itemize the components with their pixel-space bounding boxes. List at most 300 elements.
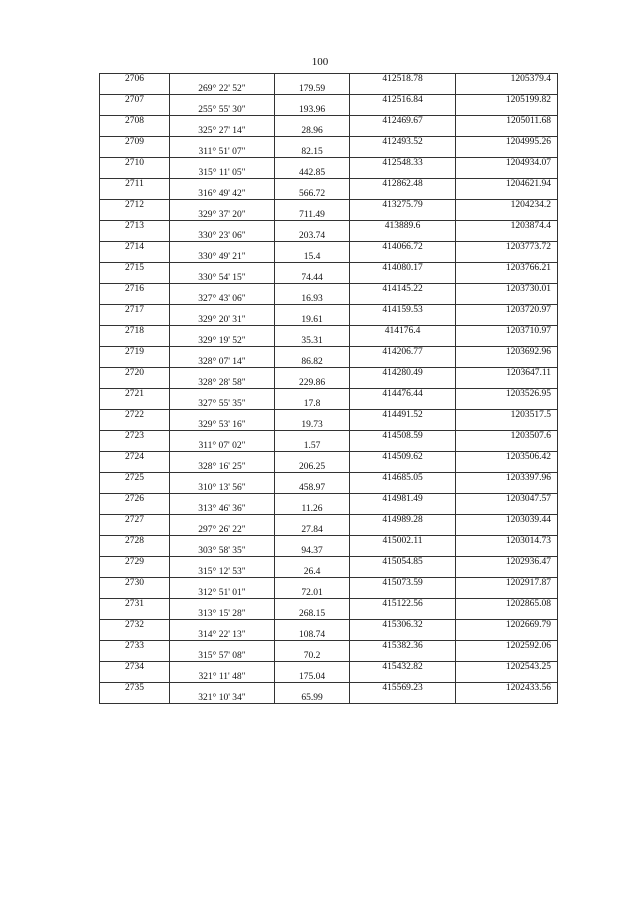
easting-cell: 1203014.73 bbox=[456, 536, 558, 547]
station-cell: 2708 bbox=[100, 116, 170, 127]
station-cell: 2726 bbox=[100, 494, 170, 505]
station-row bbox=[100, 137, 558, 148]
empty-cell bbox=[350, 357, 456, 368]
empty-cell bbox=[170, 683, 275, 694]
station-cell: 2735 bbox=[100, 683, 170, 694]
empty-cell bbox=[350, 336, 456, 347]
distance-cell: 19.61 bbox=[275, 315, 350, 326]
distance-cell: 70.2 bbox=[275, 651, 350, 662]
empty-cell bbox=[456, 105, 558, 116]
empty-cell bbox=[100, 483, 170, 494]
northing-cell: 415569.23 bbox=[350, 683, 456, 694]
empty-cell bbox=[275, 641, 350, 652]
empty-cell bbox=[275, 599, 350, 610]
empty-cell bbox=[170, 452, 275, 463]
empty-cell bbox=[456, 210, 558, 221]
distance-cell: 711.49 bbox=[275, 210, 350, 221]
empty-cell bbox=[100, 105, 170, 116]
station-row bbox=[100, 452, 558, 463]
station-row bbox=[100, 494, 558, 505]
empty-cell bbox=[456, 651, 558, 662]
station-cell: 2727 bbox=[100, 515, 170, 526]
course-row bbox=[100, 483, 558, 494]
distance-cell: 26.4 bbox=[275, 567, 350, 578]
empty-cell bbox=[170, 200, 275, 211]
northing-cell: 415073.59 bbox=[350, 578, 456, 589]
empty-cell bbox=[170, 494, 275, 505]
bearing-cell: 330° 49' 21" bbox=[170, 252, 275, 263]
empty-cell bbox=[170, 389, 275, 400]
bearing-cell: 314° 22' 13" bbox=[170, 630, 275, 641]
bearing-cell: 329° 19' 52" bbox=[170, 336, 275, 347]
empty-cell bbox=[170, 137, 275, 148]
bearing-cell: 312° 51' 01" bbox=[170, 588, 275, 599]
empty-cell bbox=[275, 95, 350, 106]
station-row bbox=[100, 431, 558, 442]
bearing-cell: 311° 07' 02" bbox=[170, 441, 275, 452]
easting-cell: 1204934.07 bbox=[456, 158, 558, 169]
empty-cell bbox=[100, 588, 170, 599]
course-row bbox=[100, 105, 558, 116]
course-row bbox=[100, 189, 558, 200]
empty-cell bbox=[275, 389, 350, 400]
empty-cell bbox=[350, 609, 456, 620]
course-row bbox=[100, 357, 558, 368]
course-row bbox=[100, 546, 558, 557]
empty-cell bbox=[275, 578, 350, 589]
station-row bbox=[100, 179, 558, 190]
station-cell: 2713 bbox=[100, 221, 170, 232]
northing-cell: 414080.17 bbox=[350, 263, 456, 274]
course-row bbox=[100, 126, 558, 137]
empty-cell bbox=[170, 263, 275, 274]
empty-cell bbox=[456, 462, 558, 473]
northing-cell: 414981.49 bbox=[350, 494, 456, 505]
station-cell: 2707 bbox=[100, 95, 170, 106]
empty-cell bbox=[350, 168, 456, 179]
course-row bbox=[100, 693, 558, 704]
station-cell: 2716 bbox=[100, 284, 170, 295]
bearing-cell: 269° 22' 52" bbox=[170, 84, 275, 95]
empty-cell bbox=[170, 158, 275, 169]
course-row bbox=[100, 168, 558, 179]
bearing-cell: 329° 37' 20" bbox=[170, 210, 275, 221]
empty-cell bbox=[170, 221, 275, 232]
course-row bbox=[100, 315, 558, 326]
distance-cell: 65.99 bbox=[275, 693, 350, 704]
empty-cell bbox=[170, 368, 275, 379]
bearing-cell: 316° 49' 42" bbox=[170, 189, 275, 200]
station-cell: 2728 bbox=[100, 536, 170, 547]
station-cell: 2729 bbox=[100, 557, 170, 568]
easting-cell: 1202865.08 bbox=[456, 599, 558, 610]
station-row bbox=[100, 368, 558, 379]
station-cell: 2712 bbox=[100, 200, 170, 211]
station-cell: 2706 bbox=[100, 74, 170, 85]
empty-cell bbox=[170, 578, 275, 589]
station-cell: 2719 bbox=[100, 347, 170, 358]
distance-cell: 1.57 bbox=[275, 441, 350, 452]
empty-cell bbox=[170, 620, 275, 631]
distance-cell: 86.82 bbox=[275, 357, 350, 368]
easting-cell: 1203047.57 bbox=[456, 494, 558, 505]
northing-cell: 414159.53 bbox=[350, 305, 456, 316]
station-row bbox=[100, 242, 558, 253]
station-row bbox=[100, 410, 558, 421]
northing-cell: 414508.59 bbox=[350, 431, 456, 442]
empty-cell bbox=[100, 546, 170, 557]
distance-cell: 72.01 bbox=[275, 588, 350, 599]
station-cell: 2709 bbox=[100, 137, 170, 148]
station-row bbox=[100, 74, 558, 85]
course-row bbox=[100, 420, 558, 431]
northing-cell: 413889.6 bbox=[350, 221, 456, 232]
empty-cell bbox=[350, 189, 456, 200]
empty-cell bbox=[456, 168, 558, 179]
empty-cell bbox=[350, 546, 456, 557]
empty-cell bbox=[275, 557, 350, 568]
station-row bbox=[100, 683, 558, 694]
bearing-cell: 315° 57' 08" bbox=[170, 651, 275, 662]
northing-cell: 412516.84 bbox=[350, 95, 456, 106]
station-row bbox=[100, 515, 558, 526]
easting-cell: 1202543.25 bbox=[456, 662, 558, 673]
empty-cell bbox=[456, 84, 558, 95]
empty-cell bbox=[350, 441, 456, 452]
empty-cell bbox=[170, 536, 275, 547]
empty-cell bbox=[456, 546, 558, 557]
empty-cell bbox=[350, 483, 456, 494]
empty-cell bbox=[275, 494, 350, 505]
easting-cell: 1203507.6 bbox=[456, 431, 558, 442]
station-cell: 2731 bbox=[100, 599, 170, 610]
station-cell: 2721 bbox=[100, 389, 170, 400]
distance-cell: 19.73 bbox=[275, 420, 350, 431]
easting-cell: 1205011.68 bbox=[456, 116, 558, 127]
distance-cell: 11.26 bbox=[275, 504, 350, 515]
northing-cell: 415432.82 bbox=[350, 662, 456, 673]
empty-cell bbox=[350, 525, 456, 536]
empty-cell bbox=[275, 347, 350, 358]
easting-cell: 1203710.97 bbox=[456, 326, 558, 337]
empty-cell bbox=[350, 378, 456, 389]
empty-cell bbox=[275, 221, 350, 232]
station-row bbox=[100, 95, 558, 106]
bearing-cell: 321° 11' 48" bbox=[170, 672, 275, 683]
empty-cell bbox=[100, 357, 170, 368]
bearing-cell: 328° 28' 58" bbox=[170, 378, 275, 389]
empty-cell bbox=[100, 147, 170, 158]
distance-cell: 566.72 bbox=[275, 189, 350, 200]
empty-cell bbox=[100, 609, 170, 620]
empty-cell bbox=[100, 693, 170, 704]
course-row bbox=[100, 441, 558, 452]
empty-cell bbox=[100, 210, 170, 221]
empty-cell bbox=[170, 95, 275, 106]
distance-cell: 82.15 bbox=[275, 147, 350, 158]
empty-cell bbox=[456, 567, 558, 578]
northing-cell: 414491.52 bbox=[350, 410, 456, 421]
empty-cell bbox=[350, 420, 456, 431]
empty-cell bbox=[456, 126, 558, 137]
station-row bbox=[100, 599, 558, 610]
empty-cell bbox=[100, 420, 170, 431]
distance-cell: 179.59 bbox=[275, 84, 350, 95]
empty-cell bbox=[275, 683, 350, 694]
station-row bbox=[100, 641, 558, 652]
course-row bbox=[100, 210, 558, 221]
empty-cell bbox=[456, 588, 558, 599]
station-cell: 2715 bbox=[100, 263, 170, 274]
empty-cell bbox=[350, 84, 456, 95]
bearing-cell: 327° 55' 35" bbox=[170, 399, 275, 410]
course-row bbox=[100, 609, 558, 620]
bearing-cell: 329° 20' 31" bbox=[170, 315, 275, 326]
bearing-cell: 313° 15' 28" bbox=[170, 609, 275, 620]
empty-cell bbox=[275, 179, 350, 190]
station-cell: 2714 bbox=[100, 242, 170, 253]
empty-cell bbox=[100, 189, 170, 200]
station-cell: 2718 bbox=[100, 326, 170, 337]
empty-cell bbox=[275, 368, 350, 379]
station-cell: 2730 bbox=[100, 578, 170, 589]
course-row bbox=[100, 504, 558, 515]
empty-cell bbox=[350, 294, 456, 305]
empty-cell bbox=[275, 200, 350, 211]
empty-cell bbox=[456, 252, 558, 263]
empty-cell bbox=[170, 599, 275, 610]
empty-cell bbox=[100, 126, 170, 137]
page-number: 100 bbox=[311, 56, 329, 68]
station-cell: 2724 bbox=[100, 452, 170, 463]
empty-cell bbox=[100, 231, 170, 242]
empty-cell bbox=[100, 273, 170, 284]
empty-cell bbox=[170, 347, 275, 358]
easting-cell: 1202592.06 bbox=[456, 641, 558, 652]
station-cell: 2732 bbox=[100, 620, 170, 631]
northing-cell: 412548.33 bbox=[350, 158, 456, 169]
northing-cell: 414280.49 bbox=[350, 368, 456, 379]
bearing-cell: 327° 43' 06" bbox=[170, 294, 275, 305]
station-row bbox=[100, 662, 558, 673]
station-row bbox=[100, 116, 558, 127]
easting-cell: 1204621.94 bbox=[456, 179, 558, 190]
northing-cell: 415122.56 bbox=[350, 599, 456, 610]
bearing-cell: 321° 10' 34" bbox=[170, 693, 275, 704]
empty-cell bbox=[456, 672, 558, 683]
empty-cell bbox=[170, 641, 275, 652]
distance-cell: 108.74 bbox=[275, 630, 350, 641]
northing-cell: 414066.72 bbox=[350, 242, 456, 253]
empty-cell bbox=[100, 630, 170, 641]
bearing-cell: 329° 53' 16" bbox=[170, 420, 275, 431]
easting-cell: 1203506.42 bbox=[456, 452, 558, 463]
empty-cell bbox=[275, 284, 350, 295]
empty-cell bbox=[350, 588, 456, 599]
empty-cell bbox=[275, 263, 350, 274]
northing-cell: 414685.05 bbox=[350, 473, 456, 484]
empty-cell bbox=[456, 231, 558, 242]
northing-cell: 413275.79 bbox=[350, 200, 456, 211]
course-row bbox=[100, 399, 558, 410]
station-cell: 2734 bbox=[100, 662, 170, 673]
easting-cell: 1202669.79 bbox=[456, 620, 558, 631]
station-cell: 2733 bbox=[100, 641, 170, 652]
empty-cell bbox=[350, 231, 456, 242]
empty-cell bbox=[170, 431, 275, 442]
bearing-cell: 315° 12' 53" bbox=[170, 567, 275, 578]
empty-cell bbox=[100, 336, 170, 347]
easting-cell: 1202917.87 bbox=[456, 578, 558, 589]
course-row bbox=[100, 231, 558, 242]
easting-cell: 1204995.26 bbox=[456, 137, 558, 148]
empty-cell bbox=[170, 242, 275, 253]
easting-cell: 1205199.82 bbox=[456, 95, 558, 106]
empty-cell bbox=[350, 651, 456, 662]
empty-cell bbox=[100, 378, 170, 389]
course-row bbox=[100, 84, 558, 95]
empty-cell bbox=[100, 567, 170, 578]
station-row bbox=[100, 326, 558, 337]
bearing-cell: 315° 11' 05" bbox=[170, 168, 275, 179]
empty-cell bbox=[100, 651, 170, 662]
empty-cell bbox=[275, 452, 350, 463]
course-row bbox=[100, 567, 558, 578]
station-cell: 2711 bbox=[100, 179, 170, 190]
station-row bbox=[100, 158, 558, 169]
easting-cell: 1202936.47 bbox=[456, 557, 558, 568]
station-cell: 2723 bbox=[100, 431, 170, 442]
empty-cell bbox=[456, 525, 558, 536]
easting-cell: 1203526.95 bbox=[456, 389, 558, 400]
distance-cell: 17.8 bbox=[275, 399, 350, 410]
empty-cell bbox=[456, 483, 558, 494]
distance-cell: 193.96 bbox=[275, 105, 350, 116]
station-row bbox=[100, 389, 558, 400]
station-row bbox=[100, 557, 558, 568]
empty-cell bbox=[170, 305, 275, 316]
station-cell: 2725 bbox=[100, 473, 170, 484]
empty-cell bbox=[275, 536, 350, 547]
distance-cell: 16.93 bbox=[275, 294, 350, 305]
course-row bbox=[100, 672, 558, 683]
empty-cell bbox=[350, 399, 456, 410]
empty-cell bbox=[275, 116, 350, 127]
station-row bbox=[100, 536, 558, 547]
bearing-cell: 330° 23' 06" bbox=[170, 231, 275, 242]
easting-cell: 1203397.96 bbox=[456, 473, 558, 484]
empty-cell bbox=[350, 567, 456, 578]
course-row bbox=[100, 252, 558, 263]
station-row bbox=[100, 620, 558, 631]
course-row bbox=[100, 651, 558, 662]
empty-cell bbox=[350, 462, 456, 473]
empty-cell bbox=[350, 273, 456, 284]
empty-cell bbox=[100, 525, 170, 536]
distance-cell: 458.97 bbox=[275, 483, 350, 494]
bearing-cell: 330° 54' 15" bbox=[170, 273, 275, 284]
station-row bbox=[100, 347, 558, 358]
easting-cell: 1203766.21 bbox=[456, 263, 558, 274]
distance-cell: 206.25 bbox=[275, 462, 350, 473]
empty-cell bbox=[456, 315, 558, 326]
empty-cell bbox=[100, 84, 170, 95]
empty-cell bbox=[456, 336, 558, 347]
course-row bbox=[100, 147, 558, 158]
empty-cell bbox=[275, 515, 350, 526]
distance-cell: 442.85 bbox=[275, 168, 350, 179]
distance-cell: 94.37 bbox=[275, 546, 350, 557]
empty-cell bbox=[170, 284, 275, 295]
course-row bbox=[100, 378, 558, 389]
course-row bbox=[100, 336, 558, 347]
empty-cell bbox=[456, 609, 558, 620]
empty-cell bbox=[275, 242, 350, 253]
northing-cell: 412518.78 bbox=[350, 74, 456, 85]
empty-cell bbox=[170, 74, 275, 85]
northing-cell: 412862.48 bbox=[350, 179, 456, 190]
empty-cell bbox=[275, 431, 350, 442]
course-row bbox=[100, 630, 558, 641]
empty-cell bbox=[100, 168, 170, 179]
empty-cell bbox=[275, 410, 350, 421]
empty-cell bbox=[170, 116, 275, 127]
empty-cell bbox=[350, 210, 456, 221]
empty-cell bbox=[170, 326, 275, 337]
empty-cell bbox=[456, 147, 558, 158]
easting-cell: 1205379.4 bbox=[456, 74, 558, 85]
empty-cell bbox=[456, 399, 558, 410]
empty-cell bbox=[350, 105, 456, 116]
empty-cell bbox=[275, 74, 350, 85]
course-row bbox=[100, 462, 558, 473]
empty-cell bbox=[350, 693, 456, 704]
empty-cell bbox=[275, 620, 350, 631]
easting-cell: 1203647.11 bbox=[456, 368, 558, 379]
empty-cell bbox=[100, 504, 170, 515]
northing-cell: 412493.52 bbox=[350, 137, 456, 148]
easting-cell: 1203692.96 bbox=[456, 347, 558, 358]
bearing-cell: 325° 27' 14" bbox=[170, 126, 275, 137]
easting-cell: 1203039.44 bbox=[456, 515, 558, 526]
empty-cell bbox=[100, 399, 170, 410]
empty-cell bbox=[350, 126, 456, 137]
station-cell: 2720 bbox=[100, 368, 170, 379]
empty-cell bbox=[456, 441, 558, 452]
empty-cell bbox=[100, 462, 170, 473]
easting-cell: 1203773.72 bbox=[456, 242, 558, 253]
distance-cell: 15.4 bbox=[275, 252, 350, 263]
northing-cell: 414476.44 bbox=[350, 389, 456, 400]
course-row bbox=[100, 273, 558, 284]
empty-cell bbox=[456, 378, 558, 389]
easting-cell: 1204234.2 bbox=[456, 200, 558, 211]
distance-cell: 229.86 bbox=[275, 378, 350, 389]
table-body bbox=[100, 74, 558, 704]
bearing-cell: 328° 07' 14" bbox=[170, 357, 275, 368]
northing-cell: 414206.77 bbox=[350, 347, 456, 358]
station-row bbox=[100, 263, 558, 274]
bearing-cell: 328° 16' 25" bbox=[170, 462, 275, 473]
empty-cell bbox=[170, 515, 275, 526]
empty-cell bbox=[350, 672, 456, 683]
station-row bbox=[100, 284, 558, 295]
empty-cell bbox=[456, 693, 558, 704]
bearing-cell: 303° 58' 35" bbox=[170, 546, 275, 557]
empty-cell bbox=[100, 315, 170, 326]
empty-cell bbox=[456, 357, 558, 368]
easting-cell: 1202433.56 bbox=[456, 683, 558, 694]
